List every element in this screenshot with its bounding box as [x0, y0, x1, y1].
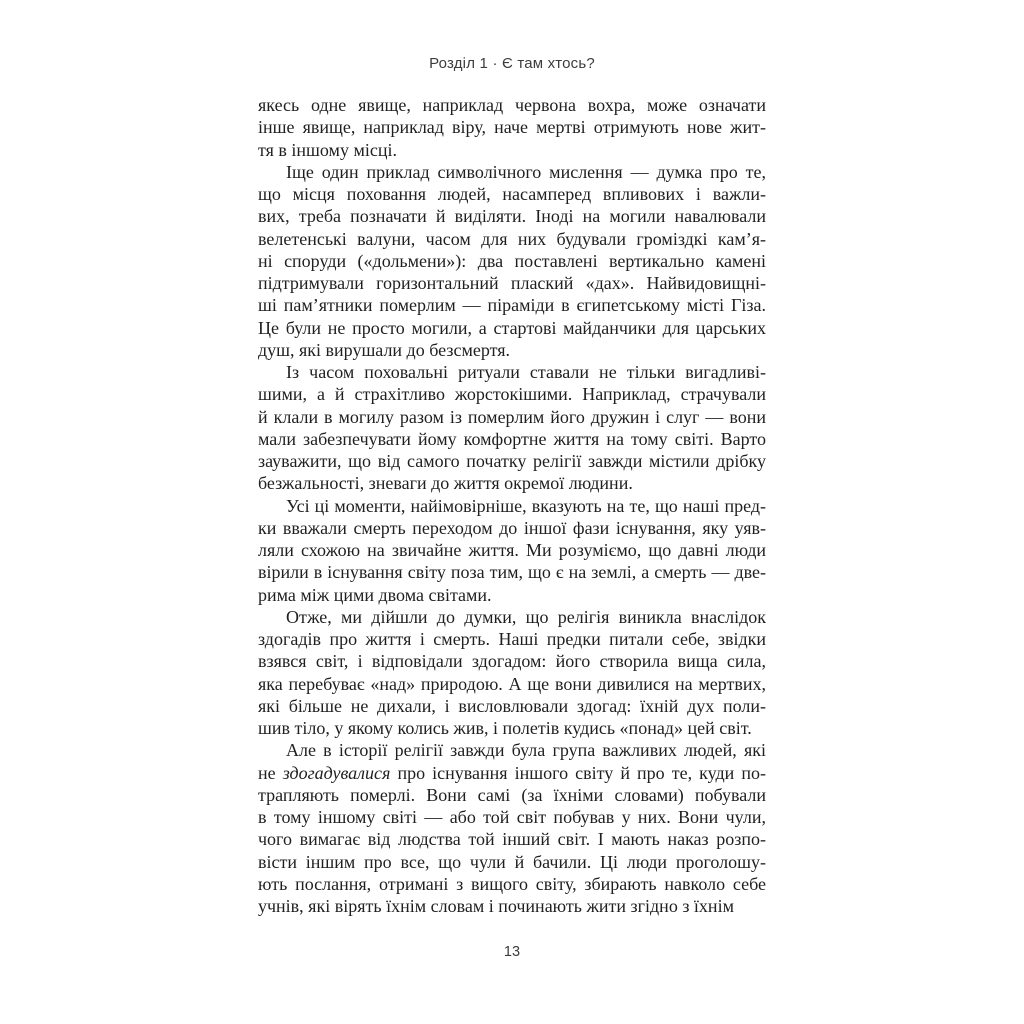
text-line: безжальності, зневаги до життя окремої людини.: [258, 473, 633, 494]
page-body-text: [258, 94, 766, 917]
text-line: чого вимагає від людства той інший світ. І мають наказ розпо-: [258, 829, 766, 850]
text-line: велетенські валуни, часом для них будували громіздкі кам’я-: [258, 228, 766, 249]
text-line: ші пам’ятники померлим — піраміди в єгипетському місті Гіза.: [258, 295, 766, 316]
text-line: ляли схожою на звичайне життя. Ми розуміємо, що давні люди: [258, 540, 766, 560]
text-line: учнів, які вірять їхнім словам і починають жити згідно з їхнім: [258, 896, 734, 916]
text-line: шими, а й страхітливо жорстокішими. Наприклад, страчували: [258, 384, 766, 405]
text-line: вірили в існування світу поза тим, що є на землі, а смерть — две-: [258, 562, 766, 583]
text-line: рима між цими двома світами.: [258, 584, 492, 605]
text-line: Іще один приклад символічного мислення — думка про те,: [286, 161, 766, 182]
text-line: інше явище, наприклад віру, наче мертві отримують нове жит-: [258, 117, 766, 138]
running-header: Розділ 1 · Є там хтось?: [429, 55, 595, 72]
text-line: в тому іншому світі — або той світ побував у них. Вони чули,: [258, 807, 766, 827]
text-line: тя в іншому місці.: [258, 139, 397, 160]
text-line: зауважити, що від самого початку релігії завжди містили дрібку: [258, 451, 766, 471]
paragraph: [258, 739, 766, 917]
text-line: здогадів про життя і смерть. Наші предки питали себе, звідки: [258, 629, 766, 649]
text-line: й клали в могилу разом із померлим його дружин і слуг — вони: [258, 406, 766, 427]
text-line: трапляють померлі. Вони самі (за їхніми словами) побували: [258, 784, 766, 805]
paragraph: [258, 606, 766, 740]
text-line: яка перебуває «над» природою. А ще вони дивилися на мертвих,: [258, 673, 766, 694]
text-line: шив тіло, у якому колись жив, і полетів кудись «понад» цей світ.: [258, 718, 752, 738]
text-line: взявся світ, і відповідали здогадом: його створила вища сила,: [258, 651, 766, 672]
text-line: Отже, ми дійшли до думки, що релігія виникла внаслідок: [286, 606, 766, 627]
text-line: вісти іншим про все, що чули й бачили. Ці люди проголошу-: [258, 851, 766, 872]
paragraph: [258, 161, 766, 361]
text-line: Із часом поховальні ритуали ставали не тільки вигадливі-: [286, 362, 766, 382]
text-line: які більше не дихали, і висловлювали здогад: їхній дух поли-: [258, 695, 766, 716]
page-number: 13: [503, 944, 521, 960]
text-line: Але в історії релігії завжди була група важливих людей, які: [286, 740, 766, 761]
text-line: що місця поховання людей, насамперед впливових і важли-: [258, 184, 766, 204]
text-line: не здогадувалися про існування іншого світу й про те, куди по-: [258, 762, 766, 783]
text-line: Це були не просто могили, а стартові майданчики для царських: [258, 317, 766, 338]
text-line: якесь одне явище, наприклад червона вохра, може означати: [258, 95, 766, 115]
paragraph: [258, 495, 766, 606]
text-line: душ, які вирушали до безсмертя.: [258, 339, 510, 360]
text-line: підтримували горизонтальний плаский «дах». Найвидовищні-: [258, 273, 766, 293]
text-line: вих, треба позначати й виділяти. Іноді на могили навалювали: [258, 206, 766, 227]
text-line: ки вважали смерть переходом до іншої фази існування, яку уяв-: [258, 517, 766, 538]
text-line: ють послання, отримані з вищого світу, збирають навколо себе: [258, 873, 766, 894]
paragraph: [258, 94, 766, 161]
paragraph: [258, 361, 766, 495]
text-line: мали забезпечувати йому комфортне життя на тому світі. Варто: [258, 428, 766, 449]
text-line: ні споруди («дольмени»): два поставлені вертикально камені: [258, 250, 766, 271]
text-line: Усі ці моменти, найімовірніше, вказують на те, що наші пред-: [286, 495, 766, 516]
